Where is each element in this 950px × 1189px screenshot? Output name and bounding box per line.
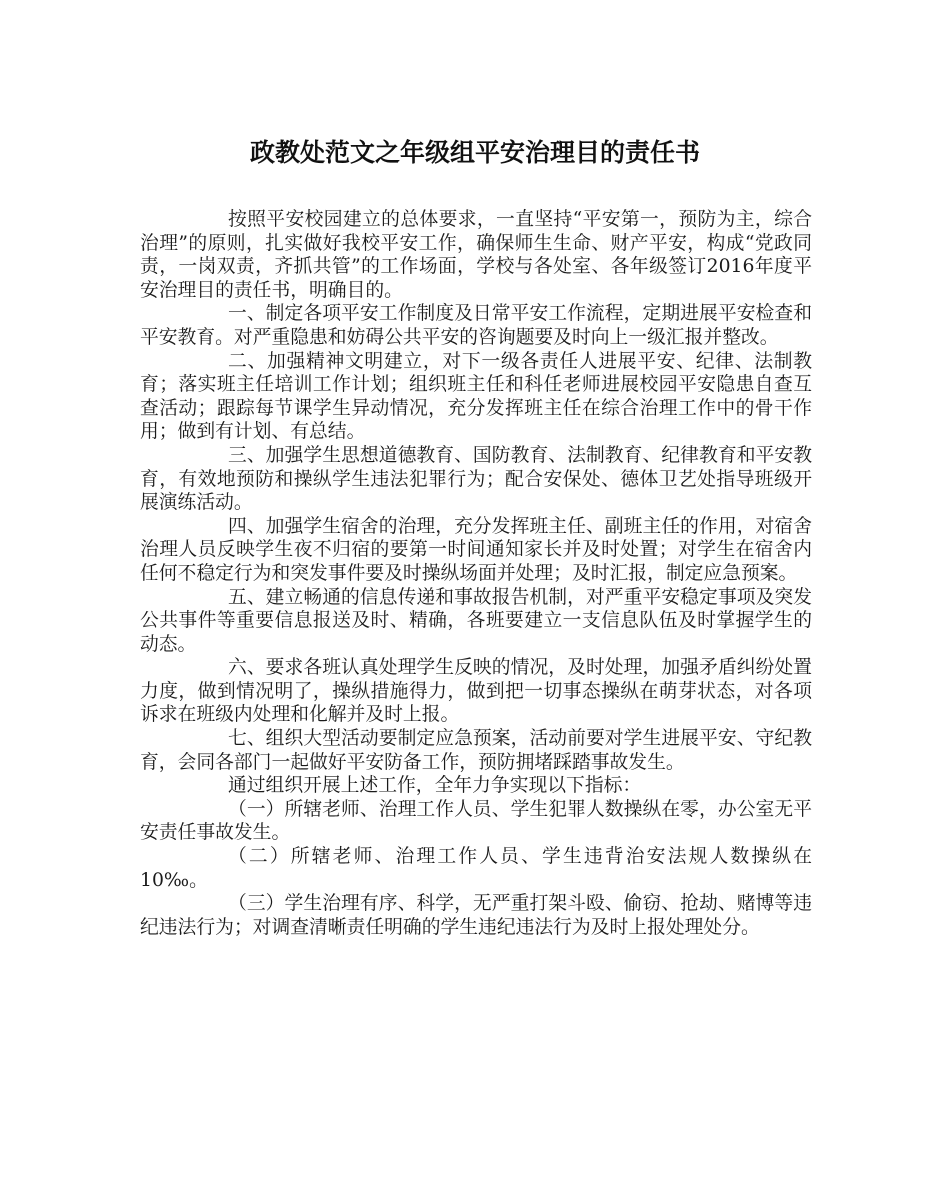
paragraph-targets-intro: 通过组织开展上述工作，全年力争实现以下指标： bbox=[228, 775, 642, 797]
paragraph-item-1: 一、制定各项平安工作制度及日常平安工作流程，定期进展平安检查和平安教育。对严重隐患和妨碍公共平安的咨询题要及时向上一级汇报并整改。 bbox=[140, 303, 812, 348]
paragraph-item-4: 四、加强学生宿舍的治理，充分发挥班主任、副班主任的作用，对宿舍治理人员反映学生夜不归宿的要第一时间通知家长并及时处置；对学生在宿舍内任何不稳定行为和突发事件要及时操纵场面并处理；及时汇报，制定应急预案。 bbox=[140, 515, 812, 584]
paragraph-item-2: 二、加强精神文明建立，对下一级各责任人进展平安、纪律、法制教育；落实班主任培训工作计划；组织班主任和科任老师进展校园平安隐患自查互查活动；跟踪每节课学生异动情况，充分发挥班主任在综合治理工作中的骨干作用；做到有计划、有总结。 bbox=[140, 350, 812, 443]
paragraph-item-3: 三、加强学生思想道德教育、国防教育、法制教育、纪律教育和平安教育，有效地预防和操纵学生违法犯罪行为；配合安保处、德体卫艺处指导班级开展演练活动。 bbox=[140, 444, 812, 514]
paragraph-target-3: （三）学生治理有序、科学，无严重打架斗殴、偷窃、抢劫、赌博等违纪违法行为；对调查清晰责任明确的学生违纪违法行为及时上报处理处分。 bbox=[140, 893, 812, 938]
document-title: 政教处范文之年级组平安治理目的责任书 bbox=[249, 138, 700, 167]
paragraph-target-2: （二）所辖老师、治理工作人员、学生违背治安法规人数操纵在10‰。 bbox=[140, 846, 812, 891]
paragraph-item-5: 五、建立畅通的信息传递和事故报告机制，对严重平安稳定事项及突发公共事件等重要信息报送及时、精确，各班要建立一支信息队伍及时掌握学生的动态。 bbox=[140, 586, 812, 655]
document-body bbox=[140, 208, 812, 939]
paragraph-target-1: （一）所辖老师、治理工作人员、学生犯罪人数操纵在零，办公室无平安责任事故发生。 bbox=[140, 798, 812, 844]
paragraph-item-6: 六、要求各班认真处理学生反映的情况，及时处理，加强矛盾纠纷处置力度，做到情况明了，操纵措施得力，做到把一切事态操纵在萌芽状态，对各项诉求在班级内处理和化解并及时上报。 bbox=[140, 657, 812, 726]
paragraph-item-7: 七、组织大型活动要制定应急预案，活动前要对学生进展平安、守纪教育，会同各部门一起做好平安防备工作，预防拥堵踩踏事故发生。 bbox=[140, 728, 812, 773]
paragraph-intro: 按照平安校园建立的总体要求，一直坚持“平安第一，预防为主，综合治理”的原则，扎实做好我校平安工作，确保师生生命、财产平安，构成“党政同责，一岗双责，齐抓共管”的工作场面，学校与各处室、各年级签订2016年度平安治理目的责任书，明确目的。 bbox=[140, 209, 812, 301]
